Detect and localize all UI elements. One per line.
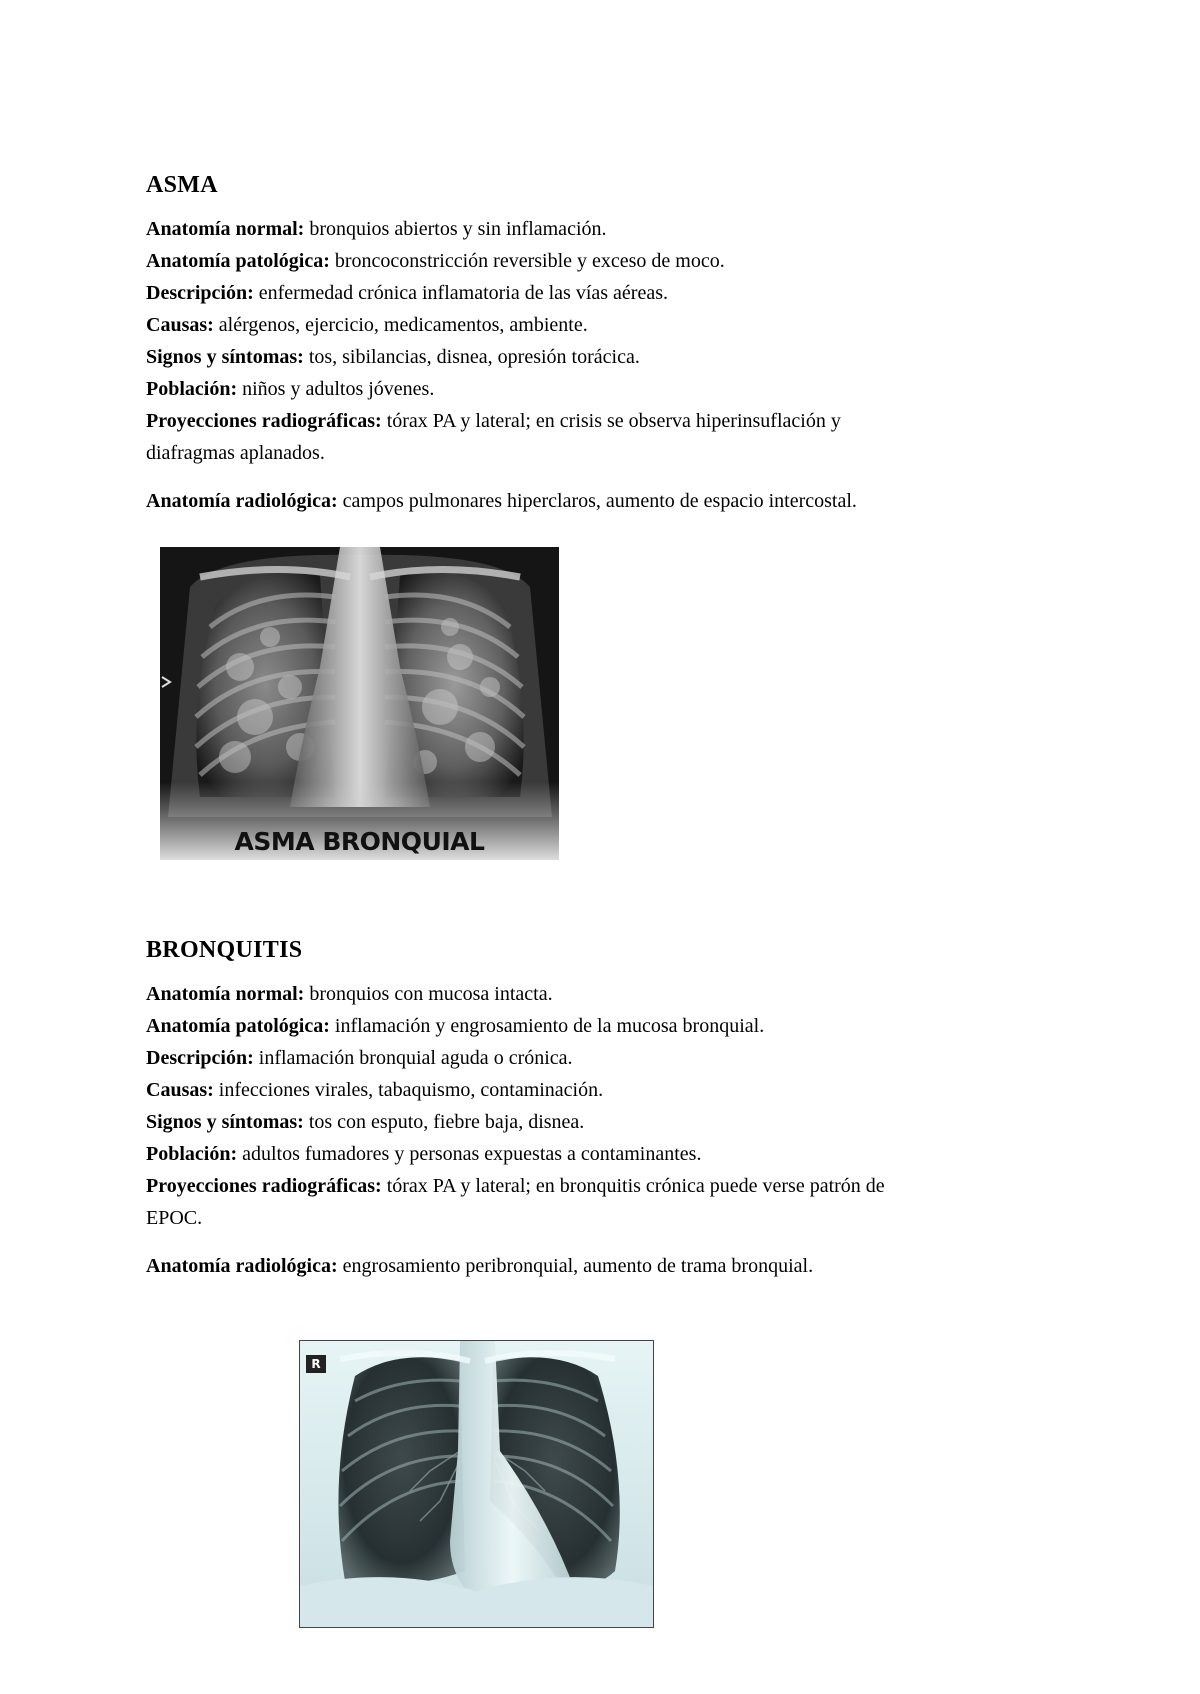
row-label: Causas: (146, 314, 214, 336)
row-anatomia-normal (146, 213, 1066, 245)
row-signos-sintomas (146, 341, 1066, 373)
row-proyecciones (146, 1170, 1066, 1202)
row-label: Anatomía radiológica: (146, 490, 338, 512)
section-title-asma: ASMA (146, 172, 218, 198)
row-proyecciones-continuation: EPOC. (146, 1207, 203, 1229)
row-label: Signos y síntomas: (146, 346, 304, 368)
xray-asma-graphic (160, 547, 559, 860)
row-label: Anatomía radiológica: (146, 1255, 338, 1277)
row-text: enfermedad crónica inflamatoria de las vías aéreas. (258, 282, 668, 304)
row-text: adultos fumadores y personas expuestas a contaminantes. (242, 1143, 702, 1165)
row-text: inflamación bronquial aguda o crónica. (258, 1047, 573, 1069)
row-causas (146, 1074, 1066, 1106)
row-proyecciones (146, 405, 1066, 437)
xray-caption-asma: ASMA BRONQUIAL (234, 827, 485, 856)
row-descripcion (146, 277, 1066, 309)
row-text: alérgenos, ejercicio, medicamentos, ambiente. (218, 314, 588, 336)
row-poblacion (146, 373, 1066, 405)
row-anatomia-normal (146, 978, 1066, 1010)
row-causas (146, 309, 1066, 341)
xray-image-bronquitis (299, 1340, 654, 1628)
row-label: Población: (146, 378, 238, 400)
row-label: Anatomía normal: (146, 218, 305, 240)
row-text: inflamación y engrosamiento de la mucosa bronquial. (334, 1015, 765, 1037)
row-label: Causas: (146, 1079, 214, 1101)
row-proyecciones-continuation: diafragmas aplanados. (146, 442, 325, 464)
row-anatomia-patologica (146, 245, 1066, 277)
row-poblacion (146, 1138, 1066, 1170)
row-text: tos, sibilancias, disnea, opresión torácica. (308, 346, 640, 368)
row-text: campos pulmonares hiperclaros, aumento de espacio intercostal. (342, 490, 857, 512)
row-descripcion (146, 1042, 1066, 1074)
row-label: Población: (146, 1143, 238, 1165)
row-text: tórax PA y lateral; en crisis se observa hiperinsuflación y (386, 410, 841, 432)
row-text: tos con esputo, fiebre baja, disnea. (308, 1111, 585, 1133)
section-title-bronquitis: BRONQUITIS (146, 937, 303, 963)
row-text: bronquios abiertos y sin inflamación. (309, 218, 607, 240)
row-text: broncoconstricción reversible y exceso de moco. (334, 250, 725, 272)
row-label: Proyecciones radiográficas: (146, 1175, 382, 1197)
row-label: Descripción: (146, 282, 254, 304)
row-text: bronquios con mucosa intacta. (309, 983, 553, 1005)
row-text: tórax PA y lateral; en bronquitis crónica puede verse patrón de (386, 1175, 885, 1197)
row-anatomia-patologica (146, 1010, 1066, 1042)
xray-side-marker: R (306, 1355, 326, 1373)
xray-image-asma (160, 547, 559, 860)
xray-bronquitis-graphic (300, 1341, 653, 1627)
row-signos-sintomas (146, 1106, 1066, 1138)
section-asma (146, 172, 1066, 517)
row-label: Proyecciones radiográficas: (146, 410, 382, 432)
row-text: niños y adultos jóvenes. (242, 378, 435, 400)
row-anatomia-radiologica (146, 1250, 1066, 1282)
row-label: Anatomía normal: (146, 983, 305, 1005)
row-text: engrosamiento peribronquial, aumento de trama bronquial. (342, 1255, 814, 1277)
row-text: infecciones virales, tabaquismo, contaminación. (218, 1079, 604, 1101)
row-label: Anatomía patológica: (146, 1015, 330, 1037)
section-bronquitis (146, 937, 1066, 1282)
row-label: Descripción: (146, 1047, 254, 1069)
row-label: Anatomía patológica: (146, 250, 330, 272)
row-label: Signos y síntomas: (146, 1111, 304, 1133)
row-anatomia-radiologica (146, 485, 1066, 517)
